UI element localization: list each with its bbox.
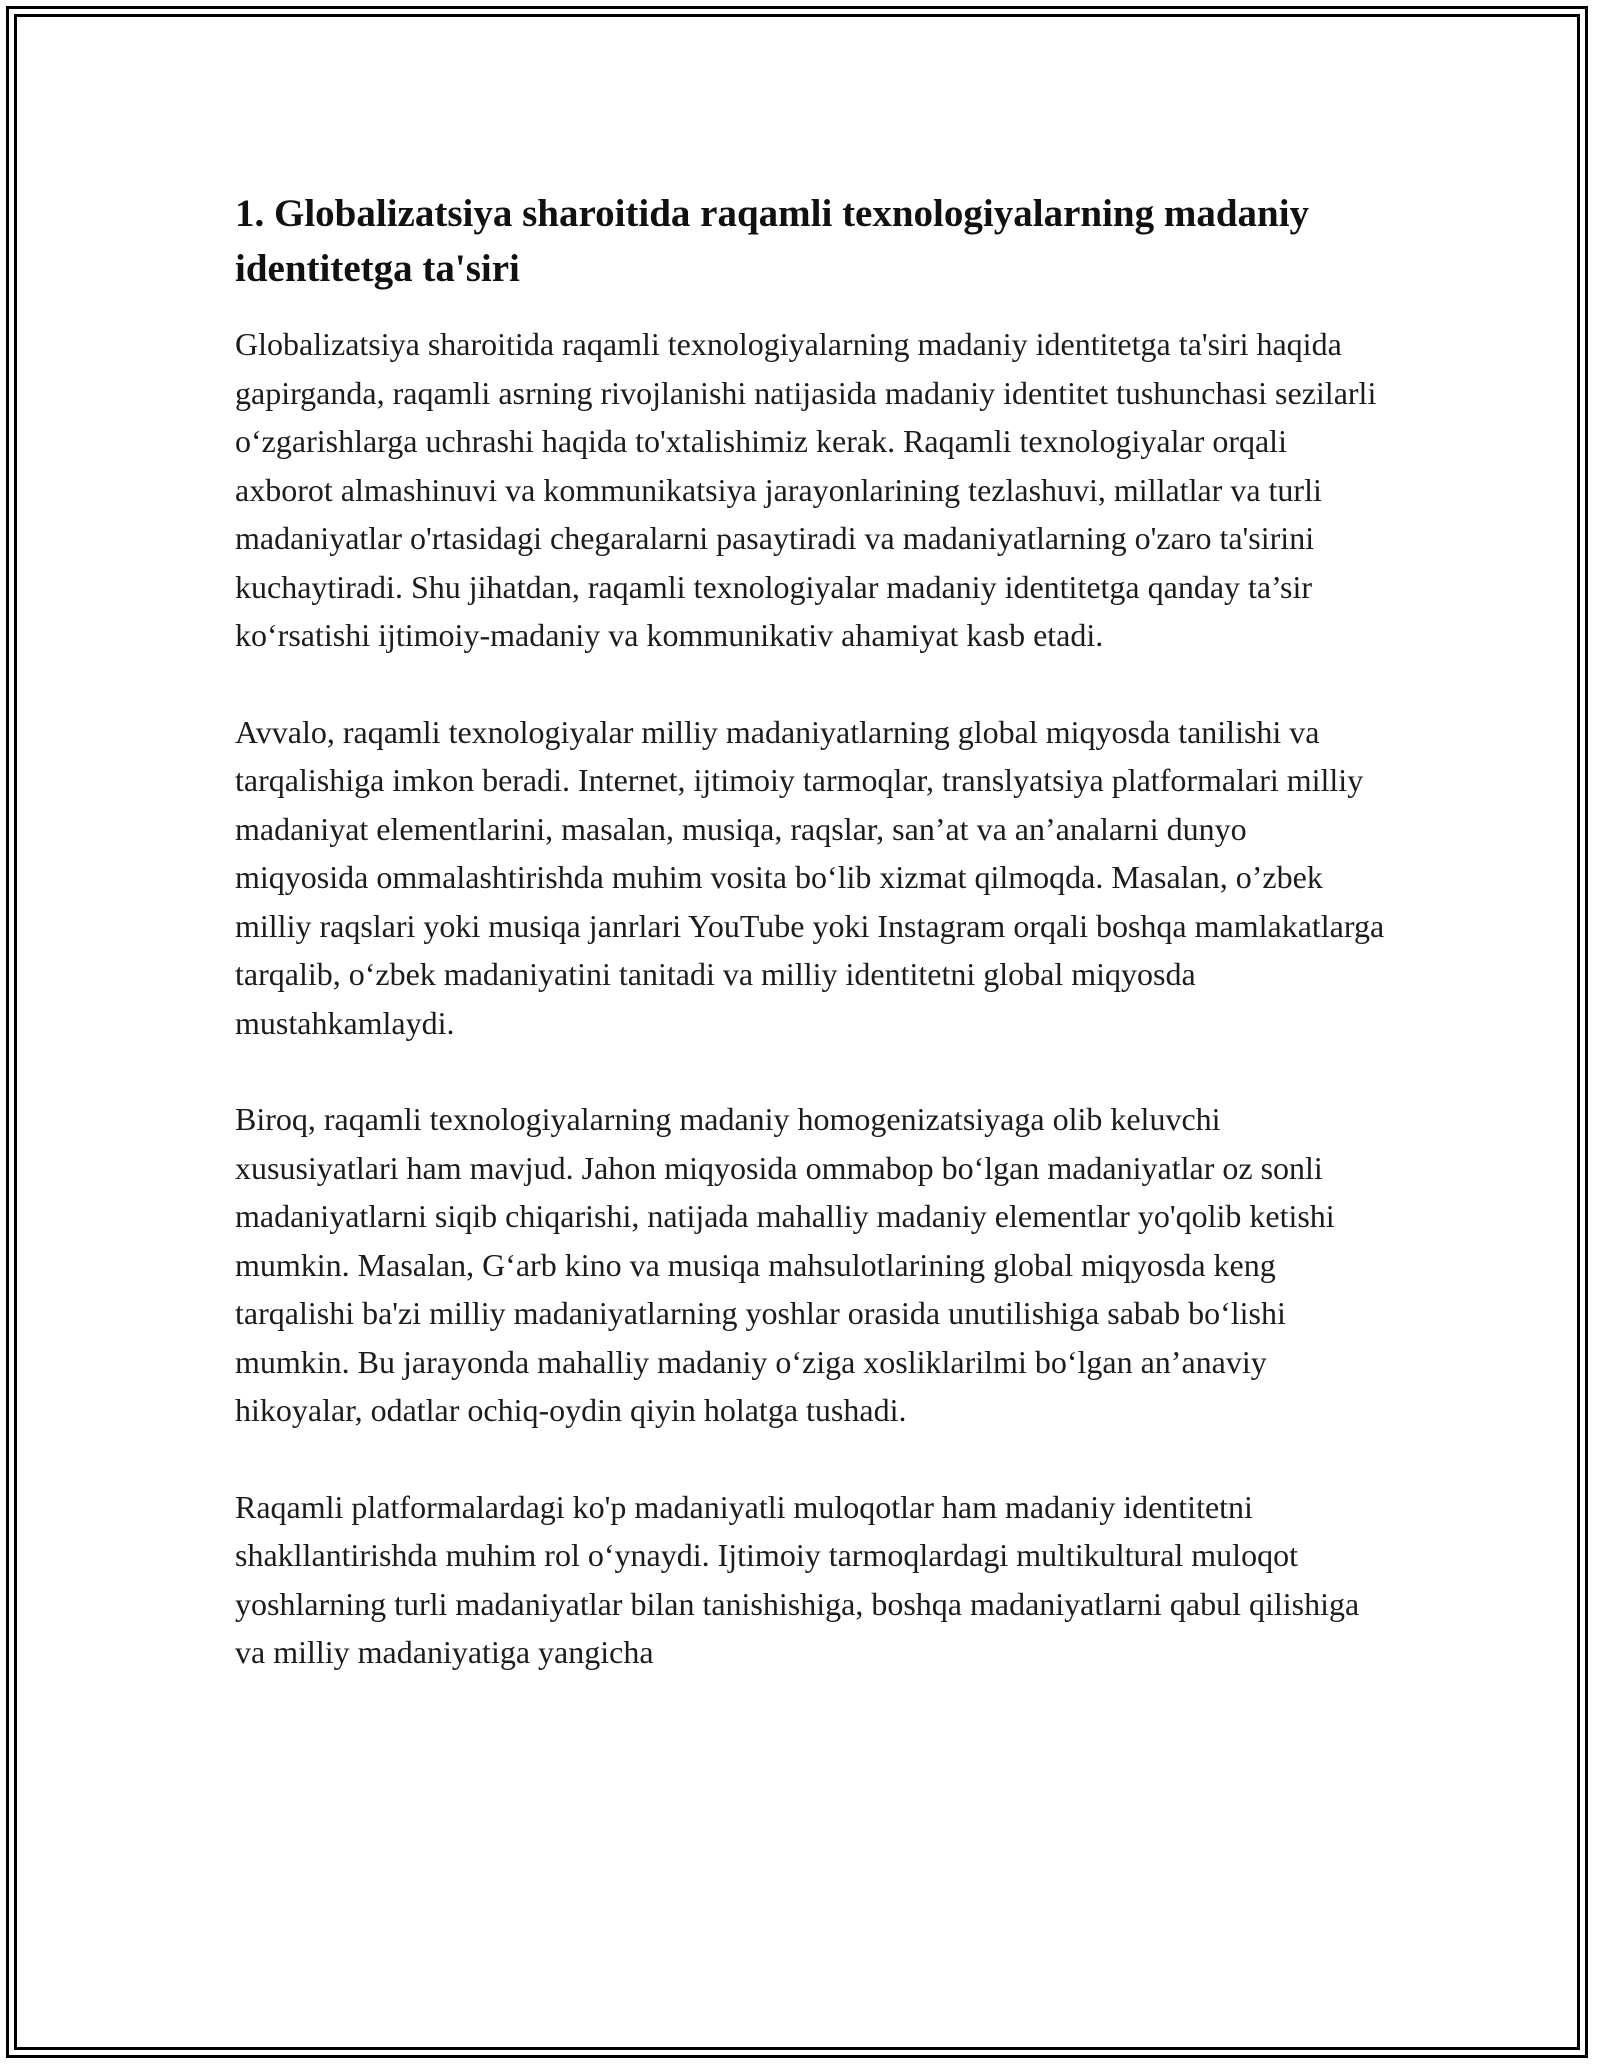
section-heading: 1. Globalizatsiya sharoitida raqamli texnologiyalarning madaniy identitetga ta'siri — [235, 192, 1310, 290]
paragraph: Raqamli platformalardagi ko'p madaniyatli muloqotlar ham madaniy identitetni shakllantirishda muhim rol o‘ynaydi. Ijtimoiy tarmoqlardagi multikultural muloqot yoshlarning turli madaniyatlar bilan tanishishiga, boshqa madaniyatlarni qabul qilishiga va milliy madaniyatiga yangicha — [235, 1488, 1360, 1670]
paragraph: Biroq, raqamli texnologiyalarning madaniy homogenizatsiyaga olib keluvchi xususiyatlari ham mavjud. Jahon miqyosida ommabop bo‘lgan madaniyatlar oz sonli madaniyatlarni siqib chiqarishi, natijada mahalliy madaniy elementlar yo'qolib ketishi mumkin. Masalan, G‘arb kino va musiqa mahsulotlarining global miqyosda keng tarqalishi ba'zi milliy madaniyatlarning yoshlar orasida unutilishiga sabab bo‘lishi mumkin. Bu jarayonda mahalliy madaniy o‘ziga xosliklarilmi bo‘lgan an’anaviy hikoyalar, odatlar ochiq-oydin qiyin holatga tushadi. — [235, 1101, 1335, 1428]
paragraph: Avvalo, raqamli texnologiyalar milliy madaniyatlarning global miqyosda tanilishi va tarqalishiga imkon beradi. Internet, ijtimoiy tarmoqlar, translyatsiya platformalari milliy madaniyat elementlarini, masalan, musiqa, raqslar, san’at va an’analarni dunyo miqyosida ommalashtirishda muhim vosita bo‘lib xizmat qilmoqda. Masalan, o’zbek milliy raqslari yoki musiqa janrlari YouTube yoki Instagram orqali boshqa mamlakatlarga tarqalib, o‘zbek madaniyatini tanitadi va milliy identitetni global miqyosda mustahkamlaydi. — [235, 713, 1385, 1041]
paragraph: Globalizatsiya sharoitida raqamli texnologiyalarning madaniy identitetga ta'siri haqida gapirganda, raqamli asrning rivojlanishi natijasida madaniy identitet tushunchasi sezilarli o‘zgarishlarga uchrashi haqida to'xtalishimiz kerak. Raqamli texnologiyalar orqali axborot almashinuvi va kommunikatsiya jarayonlarining tezlashuvi, millatlar va turli madaniyatlar o'rtasidagi chegaralarni pasaytiradi va madaniyatlarning o'zaro ta'sirini kuchaytiradi. Shu jihatdan, raqamli texnologiyalar madaniy identitetga qanday ta’sir ko‘rsatishi ijtimoiy-madaniy va kommunikativ ahamiyat kasb etadi. — [235, 326, 1377, 653]
document-body — [235, 186, 1385, 1725]
